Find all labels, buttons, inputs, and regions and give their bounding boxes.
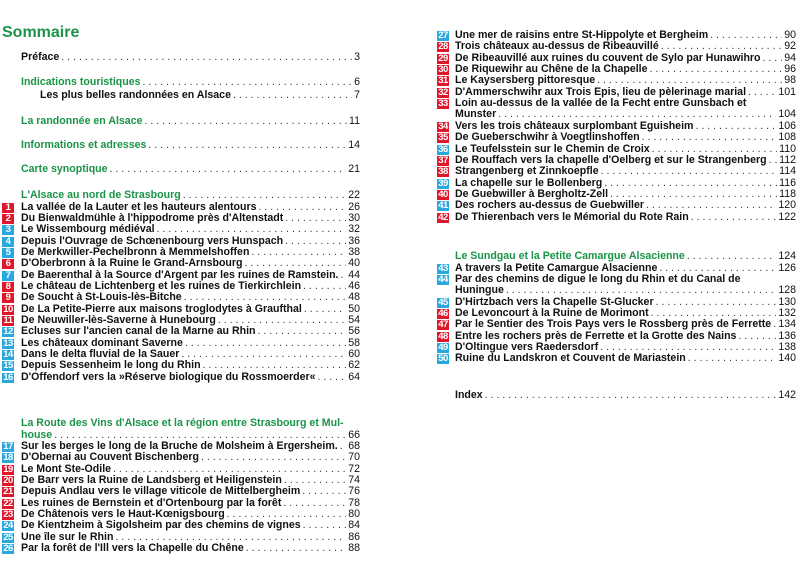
page-number: 38 [348,245,360,258]
page-number: 66 [348,428,360,441]
entry-title: De Soucht à St-Louis-lès-Bitche [21,291,182,304]
dot-leader [318,372,347,383]
dot-leader [157,224,347,235]
walk-number-badge: 11 [3,315,13,326]
dot-leader [61,52,352,63]
walk-number-badge: 25 [3,531,13,543]
dot-leader [763,53,783,64]
entry-title: Ecluses sur l'ancien canal de la Marne au Rhin [21,325,256,338]
toc-entry-front-matter[interactable] [21,140,360,151]
walk-number-badge: 9 [2,293,14,303]
dot-leader [304,304,346,315]
dot-leader [687,251,777,262]
entry-title: La randonnée en Alsace [21,115,143,127]
walk-number-badge: 22 [3,497,13,509]
page-number: 120 [778,199,796,212]
page-number: 22 [348,189,360,201]
page-number: 116 [779,176,796,189]
walk-number-badge: 32 [438,86,448,98]
page-number: 60 [348,348,360,361]
page-number: 40 [348,257,360,270]
entry-title: Le Wissembourg médiéval [21,223,155,236]
entry-title: De Guebwiller à Bergholtz-Zell [455,187,609,200]
page-number: 74 [348,474,360,487]
walk-number-badge: 20 [3,475,13,487]
walk-number-badge: 46 [438,307,448,319]
page-number: 3 [354,51,360,63]
entry-title: De Kientzheim à Sigolsheim par des chemins de vignes [21,519,301,532]
page-number: 106 [778,119,796,132]
toc-entry-front-matter[interactable] [21,77,360,88]
walk-number-badge: 27 [438,30,448,41]
entry-title: Du Bienwaldmühle à l'hippodrome près d'Altenstadt [21,211,284,224]
walk-number-badge: 35 [438,132,448,144]
toc-entry-walk[interactable] [21,224,360,235]
walk-number-badge: 26 [3,543,13,555]
walk-number-badge: 23 [3,509,13,521]
toc-entry-walk[interactable] [455,200,796,211]
entry-title: A travers la Petite Camargue Alsacienne [455,261,658,274]
page-number: 54 [348,314,360,326]
dot-leader [246,543,346,554]
entry-title: De Thierenbach vers le Mémorial du Rote Rain [455,210,689,223]
page-number: 140 [778,352,796,365]
dot-leader [340,441,346,452]
page-number: 56 [348,325,360,338]
page-number: 110 [779,142,796,155]
dot-leader [485,390,777,401]
page-number: 76 [348,485,360,498]
dot-leader [691,212,777,223]
entry-title: Le château de Lichtenberg et les ruines de Tierkirchlein [21,279,302,292]
walk-number-badge: 14 [3,349,13,361]
page-number: 126 [778,261,796,274]
page-number: 128 [778,284,796,297]
entry-title: house [21,428,53,441]
entry-title: Des rochers au-dessus de Guebwiller [455,199,644,212]
dot-leader [183,190,347,201]
dot-leader [148,140,346,151]
walk-number-badge: 18 [3,452,13,464]
dot-leader [110,164,347,175]
entry-title: Ruine du Landskron et Couvent de Mariastein [455,352,686,365]
page-number: 50 [348,302,360,315]
entry-title: La vallée de la Lauter et les hauteurs alentours [21,200,257,213]
entry-title: D'Ammerschwihr aux Trois Epis, lieu de pèlerinage marial [455,85,747,98]
dot-leader [738,331,776,342]
page-number: 94 [784,51,796,64]
entry-title: Préface [21,51,60,63]
walk-number-badge: 19 [3,463,13,475]
dot-leader [285,213,346,224]
entry-title: Par la forêt de l'Ill vers la Chapelle du Chêne [21,542,244,555]
page-number: 138 [778,340,796,353]
toc-entry-front-matter[interactable] [40,90,360,101]
dot-leader [303,520,347,531]
entry-title: De Merkwiller-Pechelbronn à Memmelshoffen [21,245,250,258]
walk-number-badge: 8 [2,282,14,292]
page-number: 130 [778,295,796,308]
toc-entry-walk[interactable] [455,132,796,143]
walk-number-badge: 41 [438,200,448,212]
toc-entry-walk[interactable] [21,372,360,383]
page-number: 21 [348,163,360,175]
toc-entry-walk-line1: Loin au-dessus de la vallée de la Fecht entre Gunsbach et [455,97,747,110]
entry-title: De Baerenthal à la Source d'Argent par les ruines de Ramstein. [21,268,339,281]
walk-number-badge: 24 [3,520,13,532]
toc-entry-front-matter[interactable] [21,116,360,127]
dot-leader [650,64,783,75]
entry-title: Une île sur le Rhin [21,530,114,543]
entry-title: Sur les berges le long de la Bruche de Molsheim à Ergersheim. [21,440,338,452]
entry-title: Carte synoptique [21,163,108,175]
entry-title: Les plus belles randonnées en Alsace [40,89,231,101]
dot-leader [285,236,346,247]
dot-leader [244,258,346,269]
dot-leader [302,486,346,497]
walk-number-badge: 47 [438,319,448,331]
dot-leader [656,297,777,308]
page-number: 62 [348,359,360,372]
page-number: 26 [348,200,360,213]
page-number: 88 [348,542,360,555]
dot-leader [251,247,346,258]
page-number: 134 [778,318,796,331]
entry-title: De Ribeauvillé aux ruines du couvent de Sylo par Hunawihro [455,51,761,64]
entry-title: De La Petite-Pierre aux maisons troglodytes à Graufthal [21,302,302,315]
toc-entry-walk[interactable] [455,166,796,177]
page-number: 90 [784,29,796,41]
walk-number-badge: 17 [3,441,13,452]
walk-number-badge: 48 [438,330,448,342]
toc-entry-index[interactable] [455,390,796,401]
page-number: 7 [354,89,360,101]
walk-number-badge: 49 [438,341,448,353]
dot-leader [258,326,347,337]
page-number: 122 [778,210,796,223]
toc-entry-walk-line1: Par des chemins de digue le long du Rhin et du Canal de [455,272,741,285]
walk-number-badge: 36 [438,143,448,155]
toc-entry-front-matter[interactable] [21,164,360,175]
entry-title: Dans le delta fluvial de la Sauer [21,348,180,361]
page-number: 32 [348,223,360,236]
walk-number-badge: 16 [3,371,13,383]
entry-title: Informations et adresses [21,139,147,151]
page-number: 92 [784,40,796,53]
entry-title: Les châteaux dominant Saverne [21,336,183,349]
dot-leader [769,155,778,166]
entry-title: Entre les rochers près de Ferrette et la Grotte des Nains [455,329,737,342]
section-heading-nord-strasbourg[interactable] [21,190,360,201]
dot-leader [233,90,352,101]
page-number: 98 [784,74,796,87]
page-number: 14 [348,139,360,151]
page-number: 64 [348,370,360,383]
walk-number-badge: 50 [438,353,448,365]
walk-number-badge: 42 [438,211,448,223]
page-title: Sommaire [2,24,80,41]
walk-number-badge: 1 [2,203,14,213]
section-heading-sundgau[interactable] [455,251,796,262]
entry-title: D'Oltingue vers Raedersdorf [455,340,599,353]
dot-leader [604,178,777,189]
entry-title: De Riquewihr au Chêne de la Chapelle [455,63,648,76]
entry-title: Le Mont Ste-Odile [21,462,112,475]
toc-entry-walk[interactable] [21,258,360,269]
walk-number-badge: 28 [438,41,448,53]
page-number: 6 [354,76,360,88]
walk-number-badge: 39 [438,177,448,189]
dot-leader [144,116,347,127]
walk-number-badge: 45 [438,296,448,308]
toc-entry-walk[interactable] [21,543,360,554]
dot-leader [748,87,776,98]
dot-leader [185,338,346,349]
entry-title: La chapelle sur le Bollenberg [455,176,603,189]
walk-number-badge: 7 [2,271,14,281]
page-number: 108 [778,131,796,144]
dot-leader [601,166,777,177]
page-number: 68 [348,440,360,452]
dot-leader [143,77,353,88]
page-number: 70 [348,451,360,464]
entry-title: Strangenberg et Zinnkoepfle [455,165,599,178]
entry-title: Munster [455,108,497,121]
toc-entry-walk[interactable] [455,285,796,296]
walk-number-badge: 33 [438,98,448,110]
dot-leader [283,498,346,509]
entry-title: Vers les trois châteaux surplombant Eguisheim [455,119,694,132]
entry-title: De Châtenois vers le Haut-Kœnigsbourg [21,508,225,521]
walk-number-badge: 15 [3,360,13,372]
walk-number-badge: 4 [2,237,14,247]
walk-number-badge: 3 [2,225,14,235]
dot-leader [646,200,776,211]
entry-title: Par le Sentier des Trois Pays vers le Rossberg près de Ferrette [455,318,772,331]
entry-title: D'Offendorf vers la »Réserve biologique du Rossmoerder« [21,370,316,383]
dot-leader [506,285,776,296]
walk-number-badge: 10 [3,303,13,315]
walk-number-badge: 21 [3,486,13,498]
toc-entry-walk[interactable] [455,319,796,330]
dot-leader [303,281,346,292]
entry-title: De Barr vers la Ruine de Landsberg et Heiligenstein [21,474,282,487]
page-number: 44 [348,268,360,281]
walk-number-badge: 40 [438,188,448,200]
toc-entry-walk[interactable] [455,353,796,364]
page-number: 86 [348,530,360,543]
dot-leader [181,349,346,360]
walk-number-badge: 37 [438,154,448,166]
walk-number-badge: 44 [438,273,448,285]
walk-number-badge: 5 [2,248,14,258]
entry-title: Depuis Sessenheim le long du Rhin [21,359,201,372]
toc-entry-walk[interactable] [21,292,360,303]
walk-number-badge: 29 [438,52,448,64]
walk-number-badge: 13 [3,337,13,349]
entry-title: De Levoncourt à la Ruine de Morimont [455,306,649,319]
page-number: 101 [778,85,796,98]
page-number: 58 [348,336,360,349]
page-number: 36 [348,234,360,247]
page-number: 114 [779,165,796,178]
page-number: 124 [778,250,796,262]
entry-title: Les ruines de Bernstein et d'Ortenbourg par la forêt [21,496,282,509]
entry-title: Index [455,389,483,401]
entry-title: D'Oberbronn à la Ruine le Grand-Arnsbourg [21,257,243,270]
page-number: 132 [778,306,796,319]
page-number: 48 [348,291,360,304]
dot-leader [710,30,782,41]
dot-leader [184,292,347,303]
walk-number-badge: 43 [438,262,448,274]
dot-leader [773,319,776,330]
walk-number-badge: 38 [438,166,448,178]
entry-title: Indications touristiques [21,76,141,88]
entry-title: De Rouffach vers la chapelle d'Oelberg et sur le Strangenberg [455,153,767,166]
walk-number-badge: 2 [2,214,14,224]
walk-number-badge: 12 [3,326,13,338]
walk-number-badge: 34 [438,120,448,132]
page-number: 78 [348,496,360,509]
walk-number-badge: 30 [438,64,448,76]
dot-leader [341,270,347,281]
entry-title: Depuis Andlau vers le village viticole de Mittelbergheim [21,485,301,498]
page-number: 84 [348,519,360,532]
page-number: 136 [778,329,796,342]
page-number: 96 [784,63,796,76]
entry-title: Une mer de raisins entre St-Hippolyte et Bergheim [455,29,709,41]
entry-title: Le Kaysersberg pittoresque [455,74,596,87]
page-number: 112 [779,153,796,166]
dot-leader [695,121,776,132]
dot-leader [201,452,346,463]
page-number: 142 [778,389,796,401]
page-number: 30 [348,211,360,224]
entry-title: Trois châteaux au-dessus de Ribeauvillé [455,40,659,53]
entry-title: D'Obernai au Couvent Bischenberg [21,451,199,464]
entry-title: D'Hirtzbach vers la Chapelle St-Glucker [455,295,654,308]
entry-title: Huningue [455,284,504,297]
toc-entry-front-matter[interactable] [21,52,360,63]
page-number: 72 [348,462,360,475]
page-number: 104 [778,108,796,121]
page-number: 46 [348,279,360,292]
entry-title: L'Alsace au nord de Strasbourg [21,189,181,201]
dot-leader [642,132,777,143]
entry-title: De Neuwiller-lès-Saverne à Hunebourg [21,314,216,326]
walk-number-badge: 6 [2,259,14,269]
section-heading-route-des-vins: La Route des Vins d'Alsace et la région entre Strasbourg et Mul- [21,417,344,429]
page-number: 118 [779,187,796,200]
entry-title: Le Sundgau et la Petite Camargue Alsacienne [455,250,685,262]
entry-title: Le Teufelsstein sur le Chemin de Croix [455,142,650,155]
page-number: 80 [348,508,360,521]
entry-title: Depuis l'Ouvrage de Schœnenbourg vers Hunspach [21,234,284,247]
walk-number-badge: 31 [438,75,448,87]
entry-title: De Gueberschwihr à Voegtlinshoffen [455,131,640,144]
page-number: 11 [349,115,360,127]
dot-leader [688,353,777,364]
toc-entry-walk[interactable] [455,212,796,223]
